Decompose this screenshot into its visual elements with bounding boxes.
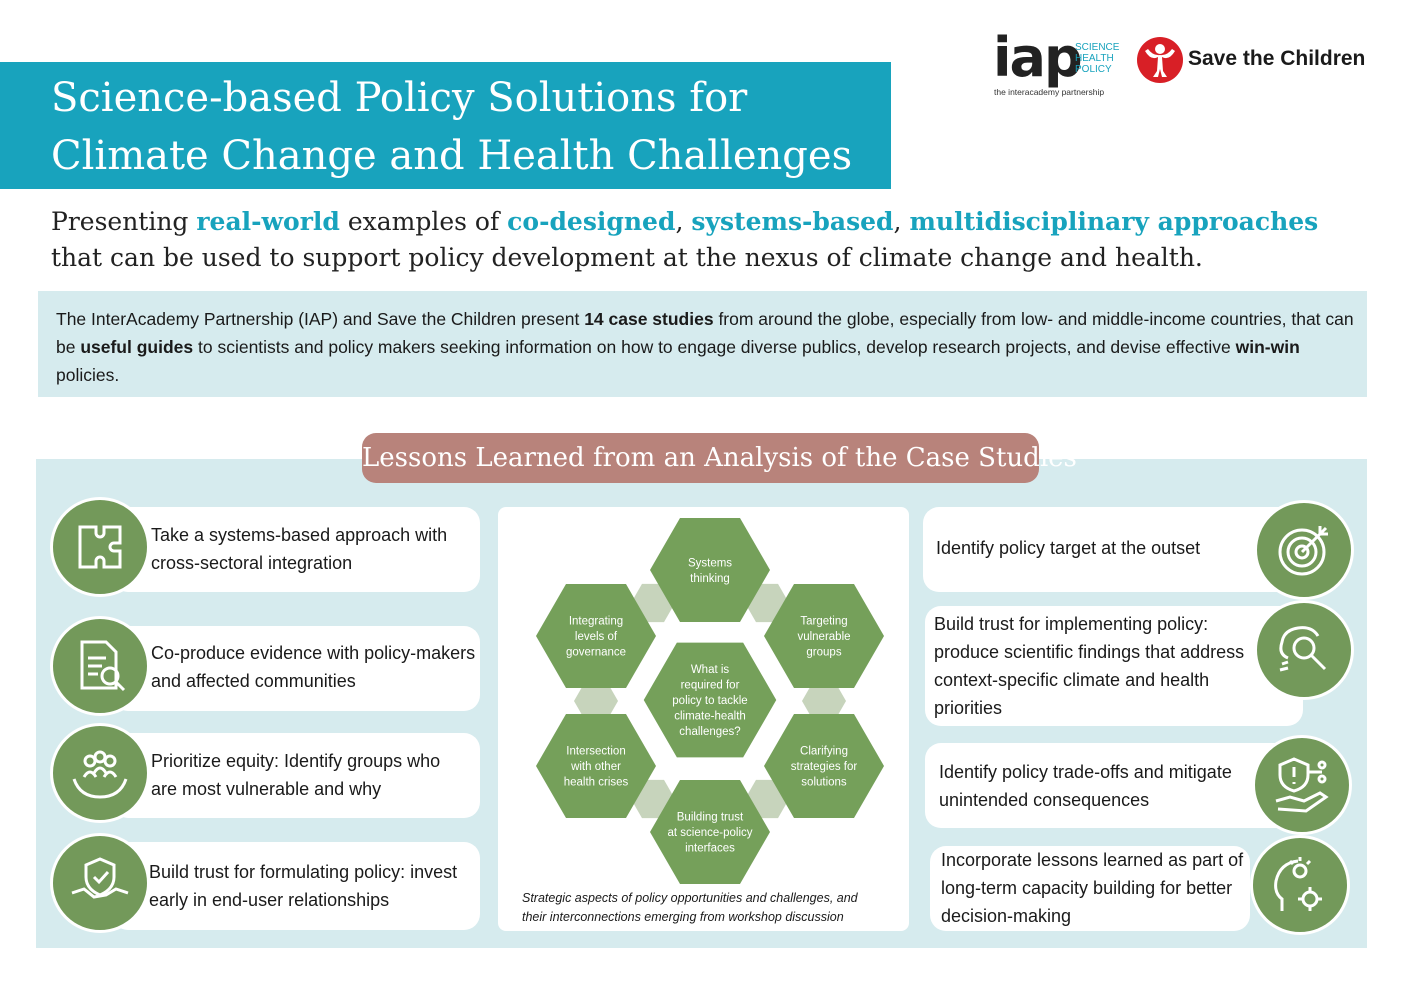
lesson-line: produce scientific findings that address xyxy=(934,642,1245,662)
hexagon-center-label: What is xyxy=(690,664,730,676)
page-title-line-2: Climate Change and Health Challenges xyxy=(51,133,853,179)
intro-span: The InterAcademy Partnership (IAP) and Save the Children present xyxy=(56,309,585,329)
lesson-line: Identify policy target at the outset xyxy=(936,538,1201,558)
caption-line: their interconnections emerging from workshop discussion xyxy=(522,910,844,924)
intro-bold: win-win xyxy=(1235,337,1300,357)
hexagon-node-label: with other xyxy=(571,761,621,773)
hexagon-node-label: Integrating xyxy=(568,615,624,628)
hexagon-node-label: strategies for xyxy=(790,761,858,773)
iap-logo-health: HEALTH xyxy=(1075,53,1114,64)
subtitle-highlight: systems-based xyxy=(691,207,894,236)
lesson-line: decision-making xyxy=(941,906,1072,926)
lesson-line: cross-sectoral integration xyxy=(151,553,353,573)
lesson-line: Build trust for formulating policy: invest xyxy=(149,862,458,882)
hexagon-node-label: Building trust xyxy=(676,811,744,824)
hexagon-node-label: thinking xyxy=(690,572,730,585)
hexagon-center-label: climate-health xyxy=(674,710,746,723)
hexagon-node-label: Targeting xyxy=(800,615,848,628)
hexagon-node-label: Systems xyxy=(687,557,733,570)
save-the-children-name: Save the Children xyxy=(1188,47,1366,70)
lesson-line: long-term capacity building for better xyxy=(941,878,1233,898)
intro-span: from around the globe, especially from low- and middle-income countries, that can be xyxy=(56,309,1354,357)
iap-logo-word: iap xyxy=(993,26,1081,89)
iap-logo-tagline: the interacademy partnership xyxy=(994,87,1105,97)
subtitle-text: that can be used to support policy development at the nexus of climate change and health. xyxy=(51,243,1203,272)
subtitle-highlight: multidisciplinary approaches xyxy=(909,207,1319,236)
hexagon-center-label: policy to tackle xyxy=(672,695,748,707)
intro-span: policies. xyxy=(56,365,120,385)
lesson-line: Prioritize equity: Identify groups who xyxy=(151,751,441,771)
lesson-line: Build trust for implementing policy: xyxy=(934,614,1209,634)
intro-span: to scientists and policy makers seeking information on how to engage diverse publics, develop research projects, and devise effective xyxy=(193,337,1236,357)
hexagon-center-label: challenges? xyxy=(679,726,741,738)
lesson-line: are most vulnerable and why xyxy=(151,779,382,799)
lesson-line: early in end-user relationships xyxy=(149,890,390,910)
lesson-line: Incorporate lessons learned as part of xyxy=(941,850,1244,870)
hexagon-node-label: Clarifying xyxy=(800,745,848,758)
hexagon-node-label: governance xyxy=(565,646,627,659)
hexagon-center-label: required for xyxy=(680,679,740,692)
subtitle-text: Presenting xyxy=(51,207,197,236)
hexagon-node-label: at science-policy xyxy=(667,827,753,839)
hexagon-node-label: interfaces xyxy=(685,842,735,855)
caption-line: Strategic aspects of policy opportunities and challenges, and xyxy=(522,891,858,905)
hexagon-node-label: solutions xyxy=(801,776,847,789)
lesson-line: unintended consequences xyxy=(939,790,1150,810)
subtitle-highlight: co-designed xyxy=(507,207,676,236)
lesson-line: context-specific climate and health xyxy=(934,670,1210,690)
subtitle-text: , xyxy=(675,207,692,236)
hexagon-node-label: groups xyxy=(806,646,842,659)
lesson-line: Take a systems-based approach with xyxy=(151,525,448,545)
hexagon-node-label: health crises xyxy=(563,776,629,789)
iap-logo-policy: POLICY xyxy=(1075,64,1112,75)
iap-logo-science: SCIENCE xyxy=(1075,42,1120,53)
subtitle-text: , xyxy=(893,207,910,236)
lesson-line: Co-produce evidence with policy-makers xyxy=(151,643,476,663)
lesson-line: Identify policy trade-offs and mitigate xyxy=(939,762,1232,782)
lesson-line: and affected communities xyxy=(151,671,356,691)
intro-bold: useful guides xyxy=(80,337,194,357)
subtitle-highlight: real-world xyxy=(196,207,340,236)
hexagon-node-label: Intersection xyxy=(566,745,626,758)
subtitle-text: examples of xyxy=(339,207,508,236)
diagram-caption xyxy=(522,889,902,927)
lessons-title: Lessons Learned from an Analysis of the Case Studies xyxy=(362,433,1039,483)
page-title-line-1: Science-based Policy Solutions for xyxy=(51,75,748,121)
hexagon-node-label: levels of xyxy=(574,631,618,643)
lesson-line: priorities xyxy=(934,698,1003,718)
intro-bold: 14 case studies xyxy=(584,309,714,329)
hexagon-node-label: vulnerable xyxy=(797,631,851,643)
